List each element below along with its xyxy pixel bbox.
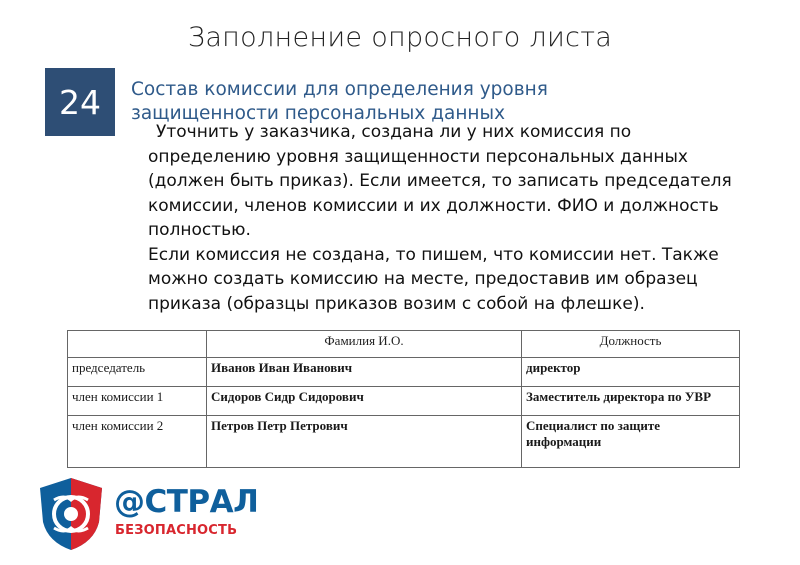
header-position: Должность [522,331,740,358]
slide-title: Заполнение опросного листа [187,22,613,53]
fio-cell: Петров Петр Петрович [207,416,522,468]
position-cell: Специалист по защите информации [522,416,740,468]
shield-logo-icon [36,476,106,552]
table-row [68,416,740,468]
section-subtitle: Состав комиссии для определения уровня защищенности персональных данных [131,79,548,124]
role-cell: член комиссии 1 [68,387,207,416]
header-role [68,331,207,358]
table-row [68,358,740,387]
instruction-text [148,120,758,316]
position-cell: директор [522,358,740,387]
slide-number: 24 [59,82,101,122]
header-fio: Фамилия И.О. [207,331,522,358]
fio-cell: Иванов Иван Иванович [207,358,522,387]
table-row [68,387,740,416]
slide-number-badge [45,68,115,136]
instruction-paragraph-1: Уточнить у заказчика, создана ли у них комиссия по определению уровня защищенности персональных данных (должен быть приказ). Если имеется, то записать председателя комиссии, членов комиссии и их должности. ФИО и должность полностью. [148,122,732,240]
fio-cell: Сидоров Сидр Сидорович [207,387,522,416]
role-cell: член комиссии 2 [68,416,207,468]
table-header-row [68,331,740,358]
brand-tagline: БЕЗОПАСНОСТЬ [115,523,238,538]
position-cell: Заместитель директора по УВР [522,387,740,416]
role-cell: председатель [68,358,207,387]
brand-name: @СТРАЛ [114,484,259,520]
commission-table [67,330,740,468]
instruction-paragraph-2: Если комиссия не создана, то пишем, что комиссии нет. Также можно создать комиссию на месте, предоставив им образец приказа (образцы приказов возим с собой на флешке). [148,244,719,314]
